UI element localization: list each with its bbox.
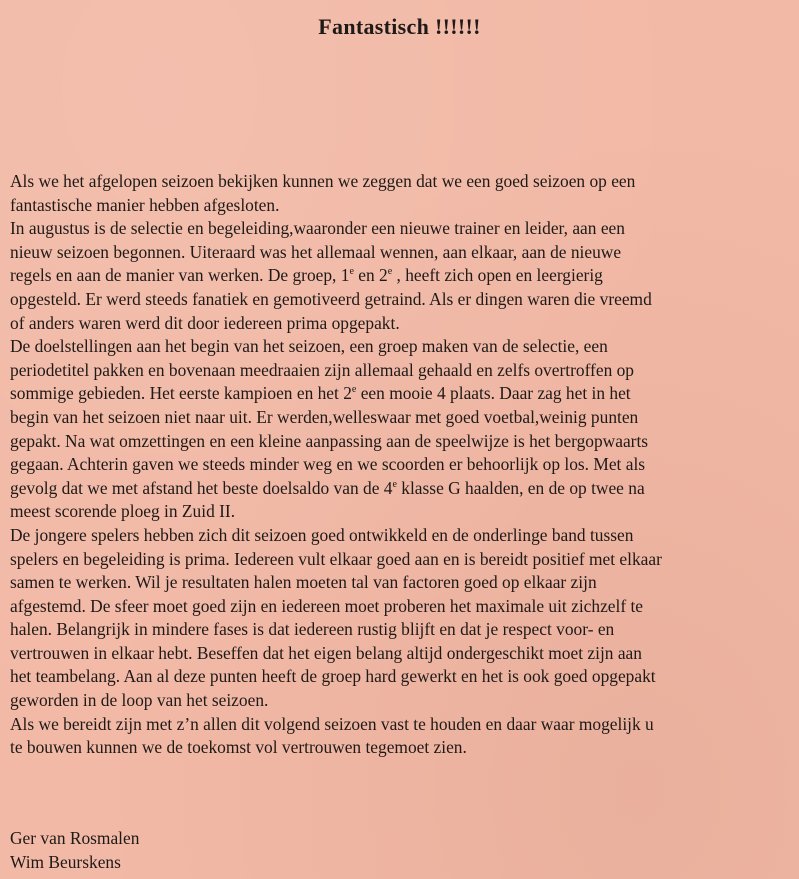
text-segment: De doelstellingen aan het begin van het seizoen, een groep maken van de selectie, een (10, 336, 608, 357)
text-line (10, 288, 799, 312)
text-segment: gepakt. Na wat omzettingen en een kleine aanpassing aan de speelwijze is het bergopwaarts (10, 430, 649, 451)
ordinal-superscript: e (387, 266, 393, 278)
text-line (10, 548, 799, 572)
text-segment: regels en aan de manier van werken. De groep, 1 (10, 265, 350, 286)
text-segment: gevolg dat we met afstand het beste doelsaldo van de 4 (10, 477, 393, 498)
text-line (10, 312, 799, 336)
text-segment: Als we bereidt zijn met z’n allen dit volgend seizoen vast te houden en daar waar mogelijk u (10, 713, 654, 734)
text-line (10, 595, 799, 619)
text-segment: nieuw seizoen begonnen. Uiteraard was het allemaal wennen, aan elkaar, aan de nieuwe (10, 241, 622, 262)
text-segment: vertrouwen in elkaar hebt. Beseffen dat het eigen belang altijd ondergeschikt moet zijn aan (10, 642, 642, 663)
text-segment: In augustus is de selectie en begeleiding,waaronder een nieuwe trainer en leider, aan een (10, 218, 625, 239)
text-line (10, 642, 799, 666)
signature-block (10, 827, 139, 874)
text-segment: halen. Belangrijk in mindere fases is dat iedereen rustig blijft en dat je respect voor- en (10, 619, 615, 640)
text-line (10, 618, 799, 642)
text-line (10, 500, 799, 524)
text-segment: periodetitel pakken en bovenaan meedraaien zijn allemaal gehaald en zelfs overtroffen op (10, 359, 634, 380)
text-segment: fantastische manier hebben afgesloten. (10, 194, 280, 215)
text-line (10, 665, 799, 689)
text-line (10, 524, 799, 548)
text-line (10, 264, 799, 288)
text-line (10, 359, 799, 383)
text-line (10, 430, 799, 454)
text-line (10, 453, 799, 477)
text-segment: samen te werken. Wil je resultaten halen moeten tal van factoren goed op elkaar zijn (10, 572, 597, 593)
text-line (10, 194, 799, 218)
text-line (10, 713, 799, 737)
text-line (10, 571, 799, 595)
text-line (10, 241, 799, 265)
text-segment: opgesteld. Er werd steeds fanatiek en gemotiveerd getraind. Als er dingen waren die vreemd (10, 288, 652, 309)
text-segment: De jongere spelers hebben zich dit seizoen goed ontwikkeld en de onderlinge band tussen (10, 524, 634, 545)
text-segment: een mooie 4 plaats. Daar zag het in het (356, 383, 631, 404)
text-segment: geworden in de loop van het seizoen. (10, 690, 269, 711)
text-segment: of anders waren werd dit door iedereen prima opgepakt. (10, 312, 400, 333)
text-line (10, 406, 799, 430)
document-title: Fantastisch !!!!!! (318, 14, 481, 39)
text-line (10, 477, 799, 501)
signature-name: Ger van Rosmalen (10, 828, 140, 848)
text-segment: sommige gebieden. Het eerste kampioen en het 2 (10, 383, 352, 404)
signature-name: Wim Beurskens (10, 851, 121, 872)
text-line (10, 382, 799, 406)
text-segment: gegaan. Achterin gaven we steeds minder weg en we scoorden er behoorlijk op los. Met als (10, 454, 646, 475)
text-line (10, 335, 799, 359)
document-body (10, 170, 799, 760)
text-line (10, 689, 799, 713)
ordinal-superscript: e (349, 266, 354, 278)
text-segment: het teambelang. Aan al deze punten heeft de groep hard gewerkt en het is ook goed opgepakt (10, 666, 656, 687)
text-line (10, 736, 799, 760)
text-segment: klasse G haalden, en de op twee na (396, 477, 645, 498)
ordinal-superscript: e (392, 478, 397, 490)
text-segment: , heeft zich open en leergierig (392, 265, 603, 286)
text-segment: begin van het seizoen niet naar uit. Er werden,welleswaar met goed voetbal,weinig punten (10, 406, 639, 427)
text-segment: te bouwen kunnen we de toekomst vol vertrouwen tegemoet zien. (10, 737, 467, 758)
ordinal-superscript: e (351, 384, 357, 396)
text-line (10, 170, 799, 194)
text-segment: meest scorende ploeg in Zuid II. (10, 501, 236, 522)
text-segment: en 2 (353, 265, 388, 286)
text-line (10, 217, 799, 241)
text-segment: Als we het afgelopen seizoen bekijken kunnen we zeggen dat we een goed seizoen op een (10, 171, 636, 191)
text-segment: spelers en begeleiding is prima. Iedereen vult elkaar goed aan en is bereidt positief met elkaar (10, 548, 662, 569)
text-segment: afgestemd. De sfeer moet goed zijn en iedereen moet proberen het maximale uit zichzelf te (10, 595, 644, 616)
